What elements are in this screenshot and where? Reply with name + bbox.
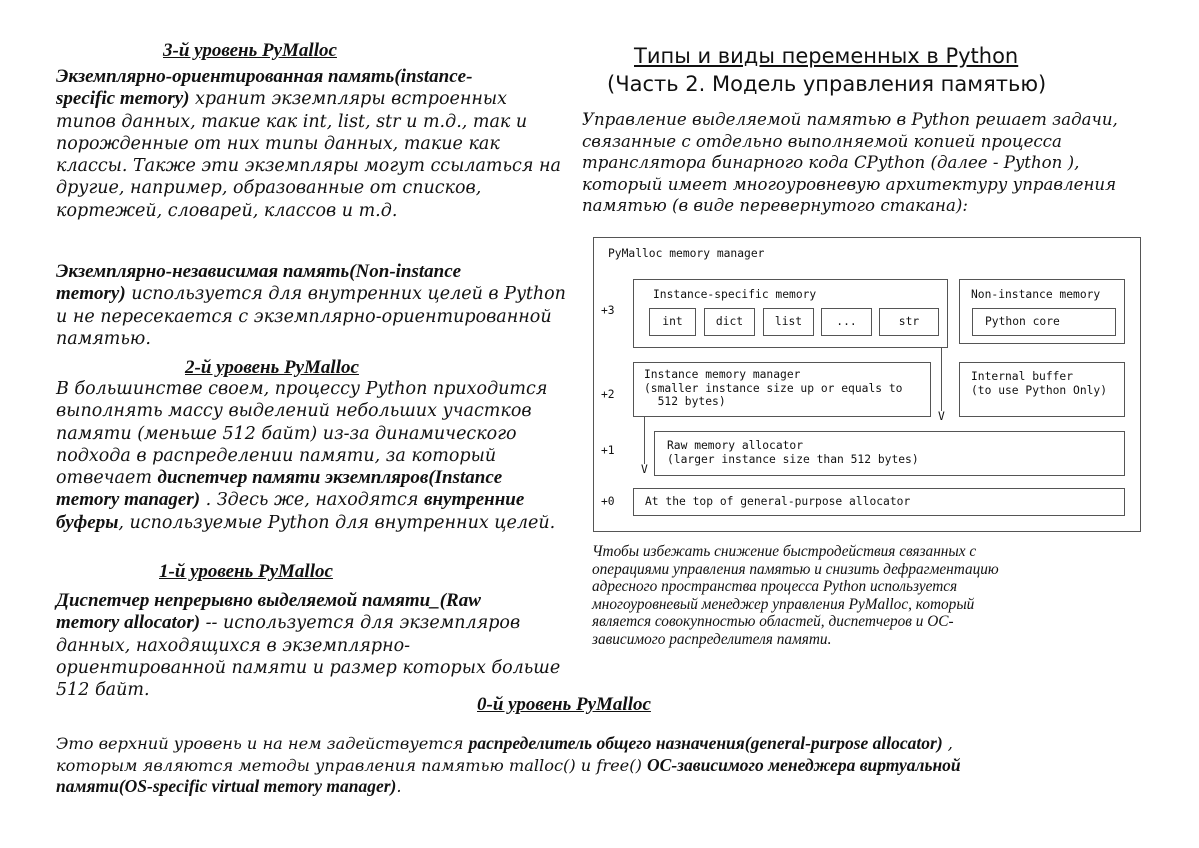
level-label: +2	[601, 388, 615, 401]
intro-line: транслятора бинарного кода CPython (далее - Python ),	[582, 153, 1080, 172]
type-int: int	[649, 308, 696, 336]
level1-line: ориентированной памяти и размер которых больше	[56, 657, 561, 678]
level-label: +1	[601, 444, 615, 457]
level3-paragraph-1	[56, 66, 581, 222]
internal-buffer-label: Internal buffer (to use Python Only)	[971, 370, 1108, 397]
level3-p1-line: порожденные от них типы данных, такие как	[56, 133, 500, 154]
connector-line	[941, 347, 942, 411]
level2-line: отвечает диспетчер памяти экземпляров(Instance	[56, 467, 503, 489]
level0-line: памяти(OS-specific virtual memory manager).	[56, 776, 402, 796]
level3-p1-line: кортежей, словарей, классов и т.д.	[56, 200, 398, 221]
page-subtitle: (Часть 2. Модель управления памятью)	[607, 72, 1047, 96]
intro-line: Управление выделяемой памятью в Python решает задачи,	[582, 110, 1118, 129]
non-instance-memory-label: Non-instance memory	[971, 288, 1101, 301]
python-core-box: Python core	[972, 308, 1116, 336]
level0-line: Это верхний уровень и на нем задействуется распределитель общего назначения(general-purpose allocator) ,	[56, 733, 953, 753]
level-label: +0	[601, 495, 615, 508]
level1-line: memory allocator) -- используется для экземпляров	[56, 612, 521, 634]
page-title: Типы и виды переменных в Python	[634, 44, 1019, 68]
intro-line: памятью (в виде перевернутого стакана):	[582, 196, 968, 215]
instance-memory-manager-box	[633, 362, 931, 417]
level3-p2-line: Экземплярно-независимая память(Non-instance	[56, 261, 462, 282]
instance-specific-memory-box	[633, 279, 948, 348]
level1-line: 512 байт.	[56, 680, 150, 701]
connector-line	[644, 416, 645, 464]
caption-line: многоуровневый менеджер управления PyMalloc, который	[592, 595, 975, 613]
level2-line: memory manager) . Здесь же, находятся внутренние	[56, 489, 525, 511]
level2-heading: 2-й уровень PyMalloc	[185, 357, 359, 378]
level3-p1-line: типов данных, такие как int, list, str и т.д., так и	[56, 111, 528, 132]
level2-line: выполнять массу выделений небольших участков	[56, 401, 532, 422]
instance-memory-manager-label: Instance memory manager (smaller instance size up or equals to 512 bytes)	[644, 368, 903, 408]
caption-line: адресного пространства процесса Python используется	[592, 578, 958, 595]
instance-specific-memory-label: Instance-specific memory	[653, 288, 817, 301]
intro-line: который имеет многоуровневую архитектуру управления	[582, 174, 1117, 194]
non-instance-memory-box	[959, 279, 1125, 344]
level3-p1-line: классы. Также эти экземпляры могут ссылаться на	[56, 156, 561, 177]
level1-line: данных, находящихся в экземплярно-	[56, 635, 411, 656]
caption-line: зависимого распределителя памяти.	[592, 630, 832, 648]
level0-line: которым являются методы управления памятью malloc() и free() ОС-зависимого менеджера виртуальной	[56, 754, 961, 775]
type-list: list	[763, 308, 814, 336]
arrow-marker: V	[641, 463, 648, 476]
diagram-title: PyMalloc memory manager	[608, 247, 765, 260]
level3-heading: 3-й уровень PyMalloc	[163, 40, 337, 61]
type-dict: dict	[704, 308, 755, 336]
pymalloc-diagram	[593, 237, 1141, 532]
level3-p2-line: и не пересекается с экземплярно-ориентированной	[56, 306, 552, 327]
level1-heading: 1-й уровень PyMalloc	[159, 561, 333, 582]
type-str: str	[879, 308, 939, 336]
level2-line: подхода в распределении памяти, за который	[56, 445, 497, 466]
level1-line: Диспетчер непрерывно выделяемой памяти_(Raw	[56, 590, 481, 611]
level3-p2-line: memory) используется для внутренних целей в Python	[56, 283, 566, 305]
level0-heading: 0-й уровень PyMalloc	[477, 694, 651, 715]
level3-p1-line: specific memory) хранит экземпляры встроенных	[56, 88, 508, 110]
caption-line: Чтобы избежать снижение быстродействия связанных с	[592, 543, 977, 560]
caption-line: операциями управления памятью и снизить дефрагментацию	[592, 560, 999, 578]
level3-paragraph-2	[56, 261, 581, 350]
level3-p1-line: Экземплярно-ориентированная память(instance-	[56, 66, 473, 87]
level-label: +3	[601, 304, 615, 317]
intro-line: связанные с отдельно выполняемой копией процесса	[582, 131, 1062, 151]
diagram-caption	[592, 543, 1152, 648]
level2-line: В большинстве своем, процессу Python приходится	[56, 379, 548, 399]
type-ellipsis: ...	[821, 308, 872, 336]
general-purpose-allocator-label: At the top of general-purpose allocator	[645, 495, 911, 508]
general-purpose-allocator-box	[633, 488, 1125, 516]
level1-paragraph	[56, 590, 581, 701]
level2-line: памяти (меньше 512 байт) из-за динамического	[56, 423, 517, 444]
internal-buffer-box	[959, 362, 1125, 417]
level3-p2-line: памятью.	[56, 328, 151, 349]
level2-line: буферы, используемые Python для внутренних целей.	[56, 511, 556, 533]
level3-p1-line: другие, например, образованные от списков,	[56, 178, 482, 199]
intro-paragraph	[582, 109, 1182, 217]
level2-paragraph	[56, 378, 581, 534]
raw-memory-allocator-box	[654, 431, 1125, 476]
arrow-marker: V	[938, 410, 945, 423]
raw-memory-allocator-label: Raw memory allocator (larger instance size than 512 bytes)	[667, 439, 919, 466]
caption-line: является совокупностью областей, диспетчеров и ОС-	[592, 613, 954, 630]
level0-paragraph	[56, 733, 1176, 798]
